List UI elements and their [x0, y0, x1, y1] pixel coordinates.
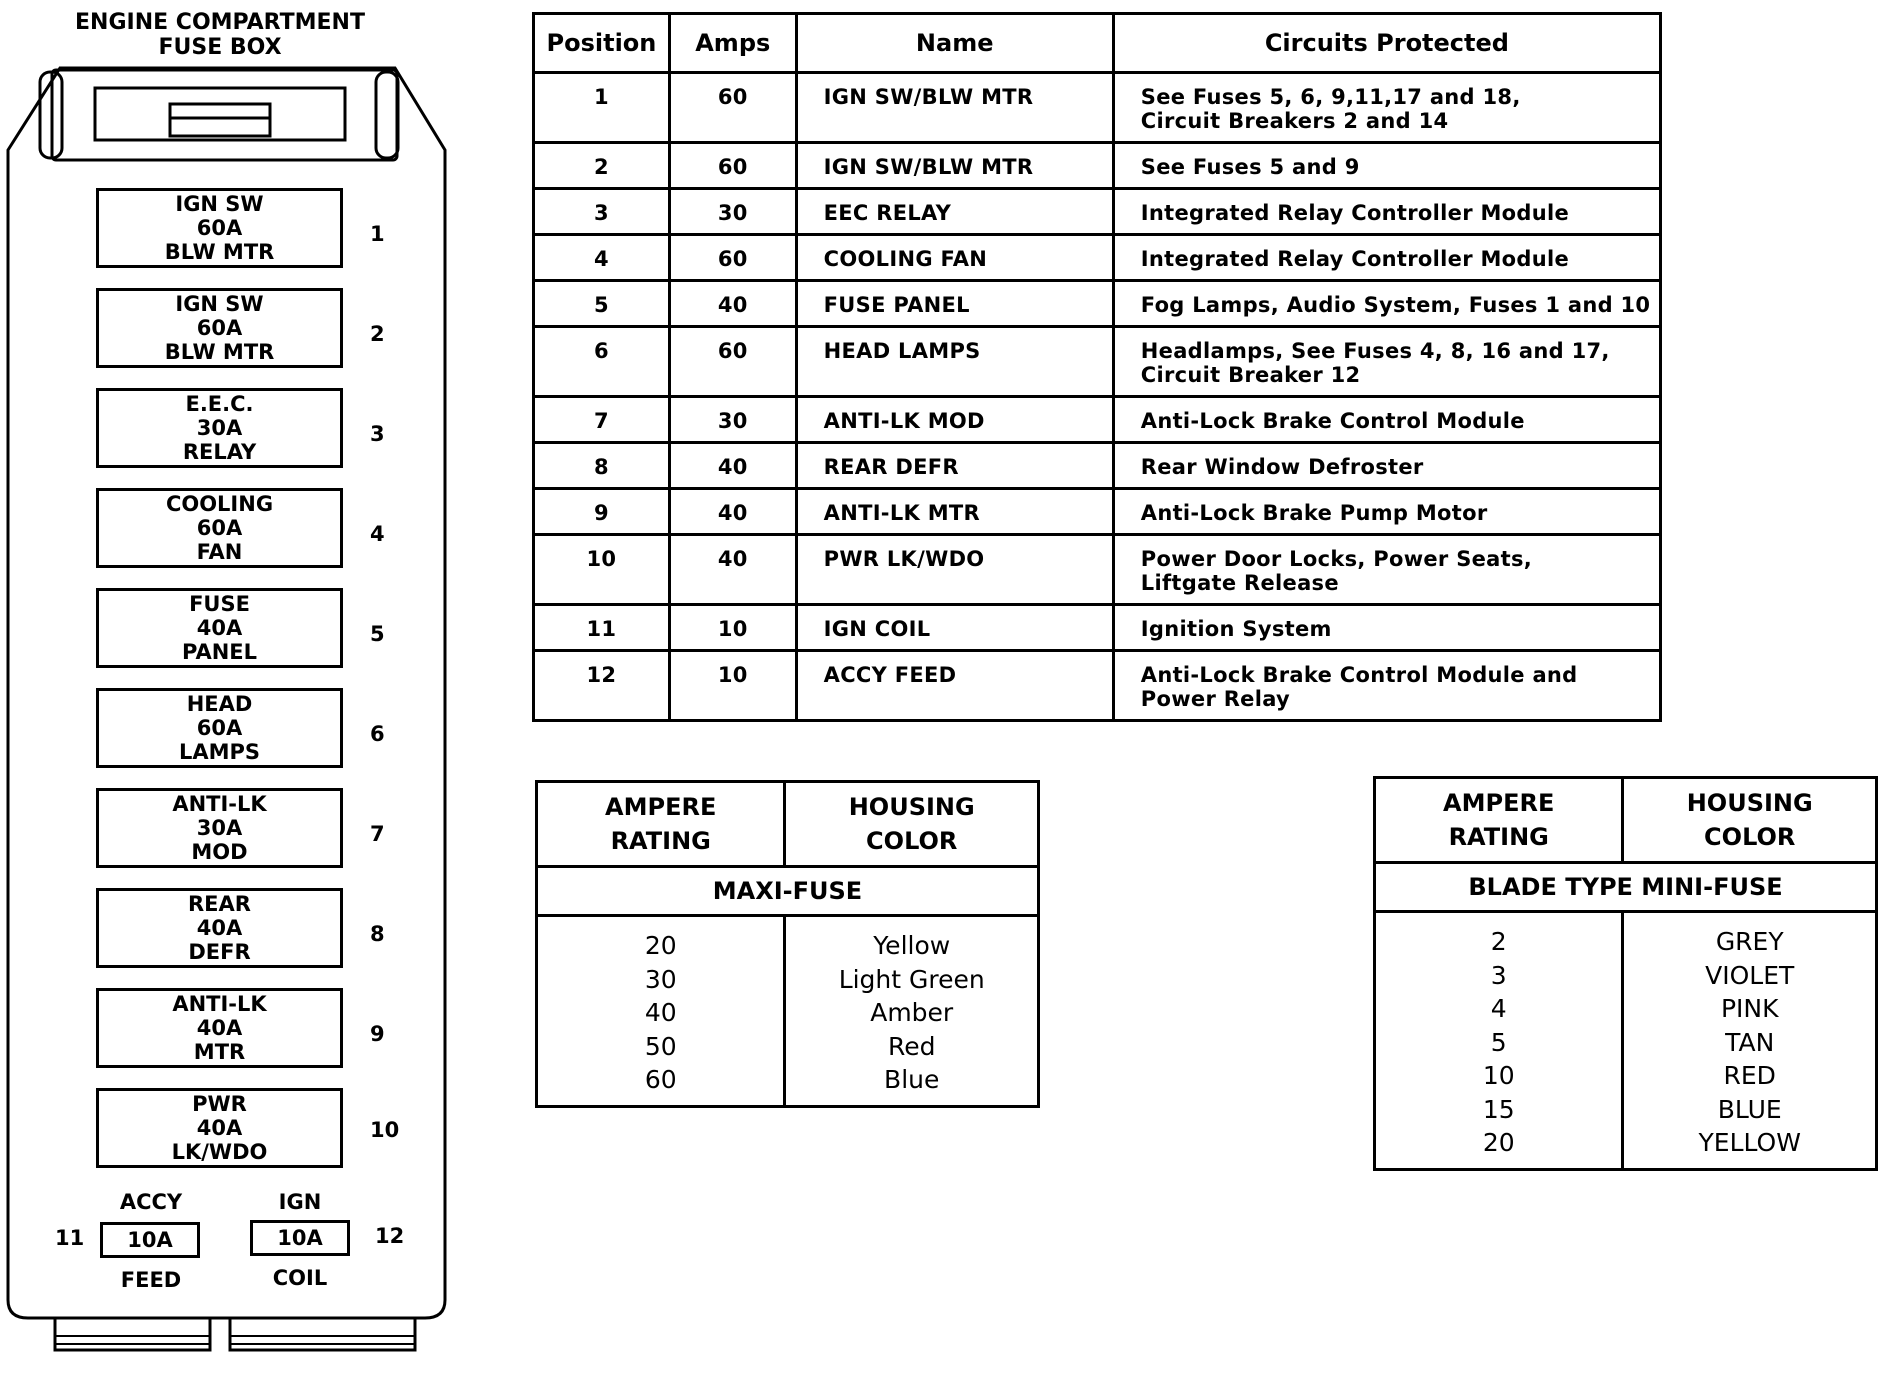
- row-circuits: [1113, 73, 1660, 143]
- fuse-3-number: 3: [370, 422, 385, 446]
- list-item: 60: [644, 1065, 677, 1094]
- fuse-1-line3: BLW MTR: [164, 240, 275, 264]
- maxi-fuse-table: [535, 780, 1040, 1108]
- header-circuits-protected: Circuits Protected: [1113, 14, 1660, 73]
- row-position: 6: [534, 327, 670, 397]
- list-item: 40: [644, 998, 677, 1027]
- fuse-3-line1: E.E.C.: [185, 392, 254, 416]
- row-name: ANTI-LK MOD: [796, 397, 1113, 443]
- row-position: 7: [534, 397, 670, 443]
- row-amps: 30: [669, 397, 796, 443]
- list-item: YELLOW: [1698, 1128, 1801, 1157]
- row-amps: 60: [669, 235, 796, 281]
- table-row: [534, 189, 1661, 235]
- mini-header-color: COLOR: [1704, 823, 1796, 851]
- fuse-8: [96, 888, 343, 968]
- row-circuits: [1113, 535, 1660, 605]
- header-amps: Amps: [669, 14, 796, 73]
- row-circuits: [1113, 651, 1660, 721]
- row-name: FUSE PANEL: [796, 281, 1113, 327]
- fuse-11-number: 11: [55, 1226, 85, 1250]
- row-name: PWR LK/WDO: [796, 535, 1113, 605]
- row-name: IGN COIL: [796, 605, 1113, 651]
- list-item: TAN: [1725, 1027, 1775, 1057]
- maxi-header-housing-color: [785, 782, 1039, 867]
- list-item: BLUE: [1717, 1094, 1782, 1124]
- mini-subheader: BLADE TYPE MINI-FUSE: [1375, 863, 1877, 912]
- row-amps: 60: [669, 143, 796, 189]
- fuse-8-line3: DEFR: [188, 940, 251, 964]
- row-circuits-line1: Power Door Locks, Power Seats,: [1140, 547, 1533, 571]
- row-name: REAR DEFR: [796, 443, 1113, 489]
- fuse-1-line2: 60A: [196, 216, 243, 240]
- fuse-9: [96, 988, 343, 1068]
- list-item: 30: [644, 964, 677, 994]
- mini-header-rating: RATING: [1448, 823, 1549, 851]
- fuse-1-number: 1: [370, 222, 385, 246]
- fuse-4-number: 4: [370, 522, 385, 546]
- row-position: 9: [534, 489, 670, 535]
- fuse-2-line2: 60A: [196, 316, 243, 340]
- list-item: 20: [1482, 1128, 1515, 1157]
- fuse-12-bottom-label: COIL: [272, 1266, 328, 1290]
- maxi-header-row: [537, 782, 1039, 867]
- row-name: EEC RELAY: [796, 189, 1113, 235]
- maxi-header-housing: HOUSING: [848, 793, 975, 821]
- row-name: IGN SW/BLW MTR: [796, 73, 1113, 143]
- fuse-2-line3: BLW MTR: [164, 340, 275, 364]
- header-position: Position: [534, 14, 670, 73]
- row-circuits-line2: Circuit Breakers 2 and 14: [1140, 109, 1449, 133]
- fuse-2-line1: IGN SW: [175, 292, 264, 316]
- fuse-4-line2: 60A: [196, 516, 243, 540]
- mini-colors-cell: [1623, 912, 1877, 1170]
- fuse-5-line1: FUSE: [189, 592, 250, 616]
- fuse-9-line1: ANTI-LK: [172, 992, 267, 1016]
- row-circuits-line1: Headlamps, See Fuses 4, 8, 16 and 17,: [1140, 339, 1610, 363]
- fuse-6-line2: 60A: [196, 716, 243, 740]
- list-item: 20: [644, 931, 677, 960]
- row-position: 4: [534, 235, 670, 281]
- row-circuits: Ignition System: [1113, 605, 1660, 651]
- fuse-position-table: [532, 12, 1662, 722]
- fuse-7-line1: ANTI-LK: [172, 792, 267, 816]
- row-circuits-line2: Power Relay: [1140, 687, 1291, 711]
- row-amps: 10: [669, 651, 796, 721]
- row-amps: 60: [669, 327, 796, 397]
- fuse-1-line1: IGN SW: [175, 192, 264, 216]
- table-row: [534, 143, 1661, 189]
- fuse-3-line3: RELAY: [182, 440, 257, 464]
- table-row: [534, 443, 1661, 489]
- row-amps: 10: [669, 605, 796, 651]
- fuse-3-line2: 30A: [196, 416, 243, 440]
- fuse-5-line2: 40A: [196, 616, 243, 640]
- maxi-colors-cell: [785, 916, 1039, 1107]
- fuse-6-line3: LAMPS: [178, 740, 261, 764]
- fuse-6: [96, 688, 343, 768]
- fuse-10-line3: LK/WDO: [171, 1140, 268, 1164]
- table-row: [534, 281, 1661, 327]
- row-amps: 30: [669, 189, 796, 235]
- maxi-subheader: MAXI-FUSE: [537, 867, 1039, 916]
- fuse-9-line2: 40A: [196, 1016, 243, 1040]
- fuse-9-number: 9: [370, 1022, 385, 1046]
- fuse-7: [96, 788, 343, 868]
- fuse-1: [96, 188, 343, 268]
- fuse-7-number: 7: [370, 822, 385, 846]
- row-position: 10: [534, 535, 670, 605]
- mini-fuse-table: [1373, 776, 1878, 1171]
- fuse-10-line1: PWR: [192, 1092, 247, 1116]
- row-circuits: Rear Window Defroster: [1113, 443, 1660, 489]
- fuse-5: [96, 588, 343, 668]
- fuse-box-title-line2: FUSE BOX: [158, 35, 282, 60]
- row-position: 1: [534, 73, 670, 143]
- mini-header-housing-color: [1623, 778, 1877, 863]
- table-row: [534, 235, 1661, 281]
- fuse-3: [96, 388, 343, 468]
- list-item: VIOLET: [1705, 960, 1795, 990]
- row-circuits: Integrated Relay Controller Module: [1113, 235, 1660, 281]
- list-item: Yellow: [873, 931, 951, 960]
- table-row: [534, 489, 1661, 535]
- fuse-8-number: 8: [370, 922, 385, 946]
- list-item: PINK: [1720, 994, 1779, 1023]
- row-name: ACCY FEED: [796, 651, 1113, 721]
- fuse-box-diagram: [0, 0, 470, 1392]
- row-position: 12: [534, 651, 670, 721]
- fuse-8-line2: 40A: [196, 916, 243, 940]
- row-name: HEAD LAMPS: [796, 327, 1113, 397]
- maxi-header-color: COLOR: [866, 827, 958, 855]
- mini-ratings-cell: [1375, 912, 1623, 1170]
- list-item: RED: [1723, 1061, 1776, 1090]
- row-name: IGN SW/BLW MTR: [796, 143, 1113, 189]
- row-position: 2: [534, 143, 670, 189]
- maxi-header-ampere: AMPERE: [605, 793, 717, 821]
- list-item: 10: [1482, 1061, 1515, 1090]
- row-circuits: Fog Lamps, Audio System, Fuses 1 and 10: [1113, 281, 1660, 327]
- table-header-row: [534, 14, 1661, 73]
- row-position: 3: [534, 189, 670, 235]
- list-item: Red: [887, 1031, 936, 1061]
- row-circuits-line2: Liftgate Release: [1140, 571, 1339, 595]
- cover-window: [95, 88, 345, 140]
- table-row: [534, 605, 1661, 651]
- fuse-2-number: 2: [370, 322, 385, 346]
- row-amps: 40: [669, 489, 796, 535]
- cover-tab: [170, 104, 270, 136]
- list-item: 3: [1490, 960, 1507, 990]
- fuse-11: 10A: [100, 1222, 200, 1258]
- fuse-12-top-label: IGN: [278, 1190, 322, 1214]
- fuse-6-number: 6: [370, 722, 385, 746]
- row-name: COOLING FAN: [796, 235, 1113, 281]
- row-amps: 40: [669, 281, 796, 327]
- table-row: [534, 327, 1661, 397]
- fuse-10-line2: 40A: [196, 1116, 243, 1140]
- mini-header-ampere: AMPERE: [1443, 789, 1555, 817]
- table-row: [534, 73, 1661, 143]
- list-item: 15: [1482, 1094, 1515, 1124]
- maxi-header-ampere-rating: [537, 782, 785, 867]
- list-item: 4: [1490, 994, 1507, 1023]
- row-circuits-line1: Anti-Lock Brake Control Module and: [1140, 663, 1578, 687]
- list-item: Amber: [870, 998, 954, 1027]
- row-circuits-line2: Circuit Breaker 12: [1140, 363, 1361, 387]
- row-position: 5: [534, 281, 670, 327]
- fuse-box-title-line1: ENGINE COMPARTMENT: [75, 10, 365, 35]
- row-position: 11: [534, 605, 670, 651]
- row-amps: 40: [669, 535, 796, 605]
- mini-values-row: [1375, 912, 1877, 1170]
- fuse-12-number: 12: [375, 1224, 405, 1248]
- table-row: [534, 651, 1661, 721]
- fuse-4: [96, 488, 343, 568]
- fuse-4-line3: FAN: [196, 540, 243, 564]
- fuse-11-top-label: ACCY: [119, 1190, 183, 1214]
- row-amps: 40: [669, 443, 796, 489]
- mini-header-housing: HOUSING: [1686, 789, 1813, 817]
- table-row: [534, 535, 1661, 605]
- fuse-4-line1: COOLING: [165, 492, 274, 516]
- mini-header-ampere-rating: [1375, 778, 1623, 863]
- fuse-10-number: 10: [370, 1118, 400, 1142]
- mini-subheader-row: [1375, 863, 1877, 912]
- maxi-subheader-row: [537, 867, 1039, 916]
- row-circuits: [1113, 327, 1660, 397]
- list-item: 5: [1490, 1027, 1507, 1057]
- list-item: 50: [644, 1031, 677, 1061]
- mini-header-row: [1375, 778, 1877, 863]
- fuse-7-line2: 30A: [196, 816, 243, 840]
- list-item: Light Green: [838, 964, 985, 994]
- fuse-11-bottom-label: FEED: [120, 1268, 182, 1292]
- row-name: ANTI-LK MTR: [796, 489, 1113, 535]
- header-name: Name: [796, 14, 1113, 73]
- row-circuits: See Fuses 5 and 9: [1113, 143, 1660, 189]
- fuse-8-line1: REAR: [188, 892, 251, 916]
- maxi-ratings-cell: [537, 916, 785, 1107]
- row-amps: 60: [669, 73, 796, 143]
- fuse-9-line3: MTR: [193, 1040, 246, 1064]
- fuse-6-line1: HEAD: [186, 692, 253, 716]
- fuse-10: [96, 1088, 343, 1168]
- fuse-5-number: 5: [370, 622, 385, 646]
- fuse-7-line3: MOD: [191, 840, 248, 864]
- fuse-12: 10A: [250, 1220, 350, 1256]
- row-circuits: Anti-Lock Brake Pump Motor: [1113, 489, 1660, 535]
- fuse-box-connector: [55, 1318, 415, 1350]
- fuse-2: [96, 288, 343, 368]
- list-item: GREY: [1715, 927, 1784, 956]
- row-circuits-line1: See Fuses 5, 6, 9,11,17 and 18,: [1140, 85, 1521, 109]
- row-circuits: Anti-Lock Brake Control Module: [1113, 397, 1660, 443]
- row-circuits: Integrated Relay Controller Module: [1113, 189, 1660, 235]
- table-row: [534, 397, 1661, 443]
- fuse-5-line3: PANEL: [181, 640, 258, 664]
- row-position: 8: [534, 443, 670, 489]
- maxi-header-rating: RATING: [610, 827, 711, 855]
- list-item: 2: [1490, 927, 1507, 956]
- list-item: Blue: [884, 1065, 940, 1094]
- maxi-values-row: [537, 916, 1039, 1107]
- right-latch: [376, 72, 398, 158]
